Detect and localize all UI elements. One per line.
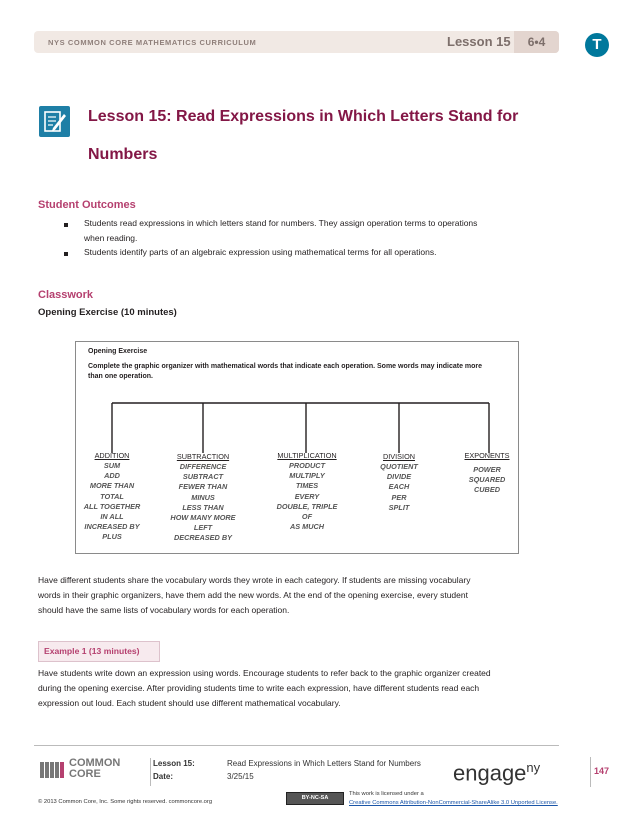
page-number: 147 <box>594 766 610 776</box>
copyright: © 2013 Common Core, Inc. Some rights reserved. commoncore.org <box>38 799 213 805</box>
category-addition: ADDITION SUM ADD MORE THAN TOTAL ALL TOGETHER IN ALL INCREASED BY PLUS <box>83 451 141 542</box>
cc-license-badge: BY-NC-SA <box>286 792 344 805</box>
engageny-logo: engage$^{ny}$ <box>453 760 541 786</box>
footer-rule <box>34 745 559 746</box>
category-division: DIVISION QUOTIENT DIVIDE EACH PER SPLIT <box>380 452 418 512</box>
organizer-label: Opening Exercise <box>88 348 148 355</box>
vocabulary-paragraph: Have different students share the vocabulary words they wrote in each category. If students are missing vocabulary words in their graphic organizers, have them add the new words. At the end of the opening exercise, every student should have the same lists of vocabulary words for each operation. <box>38 575 471 615</box>
outcome-2: Students identify parts of an algebraic expression using mathematical terms for all operations. <box>84 247 437 257</box>
student-outcomes-heading: Student Outcomes <box>38 199 136 211</box>
footer-divider <box>150 758 151 786</box>
organizer-instructions: Complete the graphic organizer with mathematical words that indicate each operation. Some words may indicate more <box>88 363 483 370</box>
footer-lesson-title: Read Expressions in Which Letters Stand for Numbers <box>227 759 421 768</box>
license-text: This work is licensed under a <box>349 791 424 797</box>
example-1-paragraph: Have students write down an expression using words. Encourage students to refer back to the graphic organizer created during the opening exercise. After providing students time to write each expression, have different students read each expression out loud. Each student should use different mathematical vocabulary. <box>38 668 491 708</box>
opening-exercise-heading: Opening Exercise (10 minutes) <box>38 307 177 318</box>
footer-lesson-key: Lesson 15: <box>153 759 195 768</box>
category-subtraction: SUBTRACTION DIFFERENCE SUBTRACT FEWER THAN MINUS LESS THAN HOW MANY MORE LEFT DECREASED BY <box>170 452 236 543</box>
common-core-wordmark: COMMON CORE <box>69 757 121 780</box>
outcome-1: Students read expressions in which letters stand for numbers. They assign operation terms to operations when reading. <box>84 218 478 243</box>
common-core-logo <box>40 760 66 785</box>
grade-module-tag: 6•4 <box>514 31 559 53</box>
teacher-badge: T <box>585 33 609 57</box>
footer-divider-right <box>590 757 591 787</box>
example-1-heading: Example 1 (13 minutes) <box>44 646 140 656</box>
footer-date: 3/25/15 <box>227 772 254 781</box>
organizer-instructions-cont: than one operation. <box>88 373 153 380</box>
license-link[interactable]: Creative Commons Attribution-NonCommercial-ShareAlike 3.0 Unported License. <box>349 800 558 806</box>
footer-date-key: Date: <box>153 772 174 781</box>
category-multiplication: MULTIPLICATION PRODUCT MULTIPLY TIMES EVERY DOUBLE, TRIPLE OF AS MUCH <box>276 451 338 532</box>
lesson-title-cont: Numbers <box>88 146 158 163</box>
classwork-heading: Classwork <box>38 289 94 301</box>
category-exponents: EXPONENTS POWER SQUARED CUBED <box>464 451 510 495</box>
lesson-title: Lesson 15: Read Expressions in Which Letters Stand for <box>88 108 519 125</box>
header-lesson: Lesson 15 <box>447 34 511 49</box>
curriculum-label: NYS COMMON CORE MATHEMATICS CURRICULUM <box>48 38 257 47</box>
